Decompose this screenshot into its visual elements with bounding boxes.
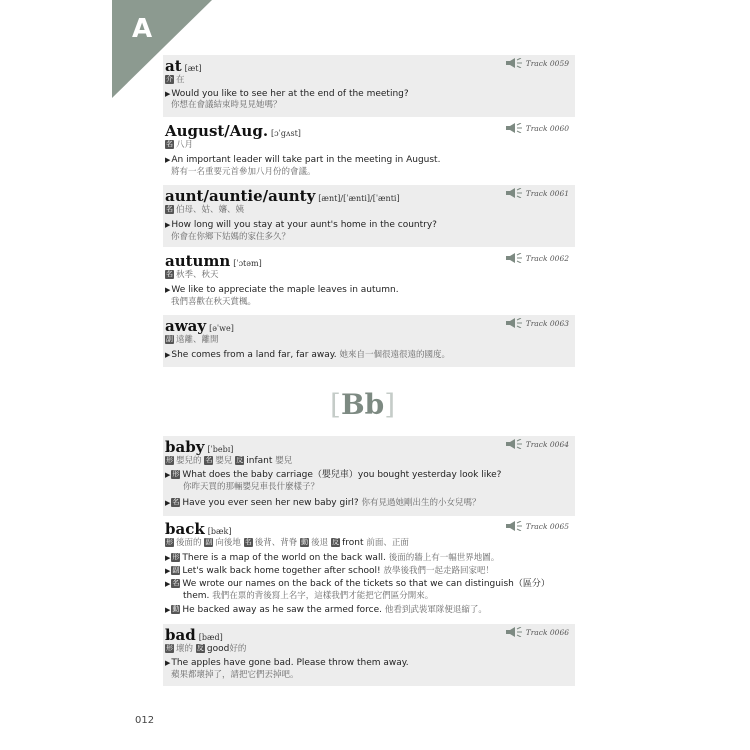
speaker-icon[interactable] xyxy=(506,521,522,531)
headword: aunt/auntie/aunty [ænt]/[ˈænti]/[ˈænti] xyxy=(165,187,400,205)
speaker-icon[interactable] xyxy=(506,188,522,198)
phonetic: [æt] xyxy=(184,64,202,73)
definition-line: 形 壞的 反 good好的 xyxy=(166,644,247,654)
speaker-icon[interactable] xyxy=(506,439,522,449)
audio-track[interactable]: Track 0059 xyxy=(506,58,569,68)
example-zh: 你昨天買的那輛嬰兒車長什麼樣子？ xyxy=(183,482,320,492)
phonetic: [ænt]/[ˈænti]/[ˈænti] xyxy=(318,194,400,203)
speaker-icon[interactable] xyxy=(506,253,522,263)
entry-away xyxy=(163,315,575,367)
headword: bad [bæd] xyxy=(165,626,223,644)
speaker-icon[interactable] xyxy=(506,318,522,328)
example-en: ▶ 形 What does the baby carriage（嬰兒車）you bought yesterday look like? xyxy=(165,470,502,480)
phonetic: [bæk] xyxy=(207,527,232,536)
example-en: ▶How long will you stay at your aunt's home in the country? xyxy=(165,220,437,230)
example-en: ▶The apples have gone bad. Please throw them away. xyxy=(165,658,409,668)
page-number: 012 xyxy=(135,715,155,726)
phonetic: [bæd] xyxy=(198,633,223,642)
entry-at xyxy=(163,55,575,117)
definition-line: 名 伯母、姑、嬸、姨 xyxy=(166,205,245,215)
entry-back xyxy=(163,518,575,622)
phonetic: [ˈɔtəm] xyxy=(233,259,262,268)
example-en: ▶Would you like to see her at the end of the meeting? xyxy=(165,89,409,99)
headword: autumn [ˈɔtəm] xyxy=(165,252,262,270)
entry-baby xyxy=(163,436,575,516)
example-zh: 你會在你鄉下姑媽的家住多久？ xyxy=(171,232,291,242)
section-letter: A xyxy=(132,14,153,44)
example-en: ▶She comes from a land far, far away. 她來自一個很遠很遠的國度。 xyxy=(165,350,451,360)
definition-line: 名 秋季、秋天 xyxy=(166,270,219,280)
entry-autumn xyxy=(163,250,575,312)
entry-bad xyxy=(163,624,575,686)
headword: August/Aug. [ɔˈgʌst] xyxy=(165,122,301,140)
audio-track[interactable]: Track 0061 xyxy=(506,188,569,198)
definition-line: 形 嬰兒的 名 嬰兒 反 infant 嬰兒 xyxy=(166,456,293,466)
headword: back [bæk] xyxy=(165,520,232,538)
phonetic: [ˈbebɪ] xyxy=(207,445,234,454)
section-heading-bb: [Bb] xyxy=(330,388,396,421)
phonetic: [əˈwe] xyxy=(209,324,234,333)
entry-august xyxy=(163,120,575,182)
phonetic: [ɔˈgʌst] xyxy=(271,129,301,138)
entry-aunt xyxy=(163,185,575,247)
example-en: ▶ 副 Let's walk back home together after school! 放學後我們一起走路回家吧！ xyxy=(165,566,495,576)
example-en: ▶ 形 There is a map of the world on the back wall. 後面的牆上有一幅世界地圖。 xyxy=(165,553,500,563)
definition-line: 介 在 xyxy=(166,75,185,85)
speaker-icon[interactable] xyxy=(506,627,522,637)
audio-track[interactable]: Track 0065 xyxy=(506,521,569,531)
audio-track[interactable]: Track 0060 xyxy=(506,123,569,133)
audio-track[interactable]: Track 0064 xyxy=(506,439,569,449)
example-zh: 將有一名重要元首參加八月份的會議。 xyxy=(171,167,316,177)
speaker-icon[interactable] xyxy=(506,123,522,133)
example-en: ▶An important leader will take part in the meeting in August. xyxy=(165,155,441,165)
audio-track[interactable]: Track 0063 xyxy=(506,318,569,328)
example-zh: 我們喜歡在秋天賞楓。 xyxy=(171,297,257,307)
definition-line: 名 八月 xyxy=(166,140,194,150)
example-en: ▶We like to appreciate the maple leaves in autumn. xyxy=(165,285,399,295)
definition-line: 形 後面的 副 向後地 名 後背、背脊 動 後退 反 front 前面、正面 xyxy=(166,538,409,548)
example-en: ▶ 名 We wrote our names on the back of the tickets so that we can distinguish（區分） xyxy=(165,579,550,589)
example-en: ▶ 動 He backed away as he saw the armed force. 他看到武裝軍隊便退縮了。 xyxy=(165,605,487,615)
audio-track[interactable]: Track 0062 xyxy=(506,253,569,263)
headword: at [æt] xyxy=(165,57,202,75)
example-zh: 蘋果都壞掉了，請把它們丟掉吧。 xyxy=(171,670,299,680)
example-en: them. 我們在票的背後寫上名字，這樣我們才能把它們區分開來。 xyxy=(183,591,434,601)
audio-track[interactable]: Track 0066 xyxy=(506,627,569,637)
example-en: ▶ 名 Have you ever seen her new baby girl? 你有見過她剛出生的小女兒嗎？ xyxy=(165,498,481,508)
definition-line: 副 遠離、離開 xyxy=(166,335,219,345)
headword: baby [ˈbebɪ] xyxy=(165,438,234,456)
example-zh: 你想在會議結束時見見她嗎？ xyxy=(171,100,282,110)
headword: away [əˈwe] xyxy=(165,317,234,335)
speaker-icon[interactable] xyxy=(506,58,522,68)
